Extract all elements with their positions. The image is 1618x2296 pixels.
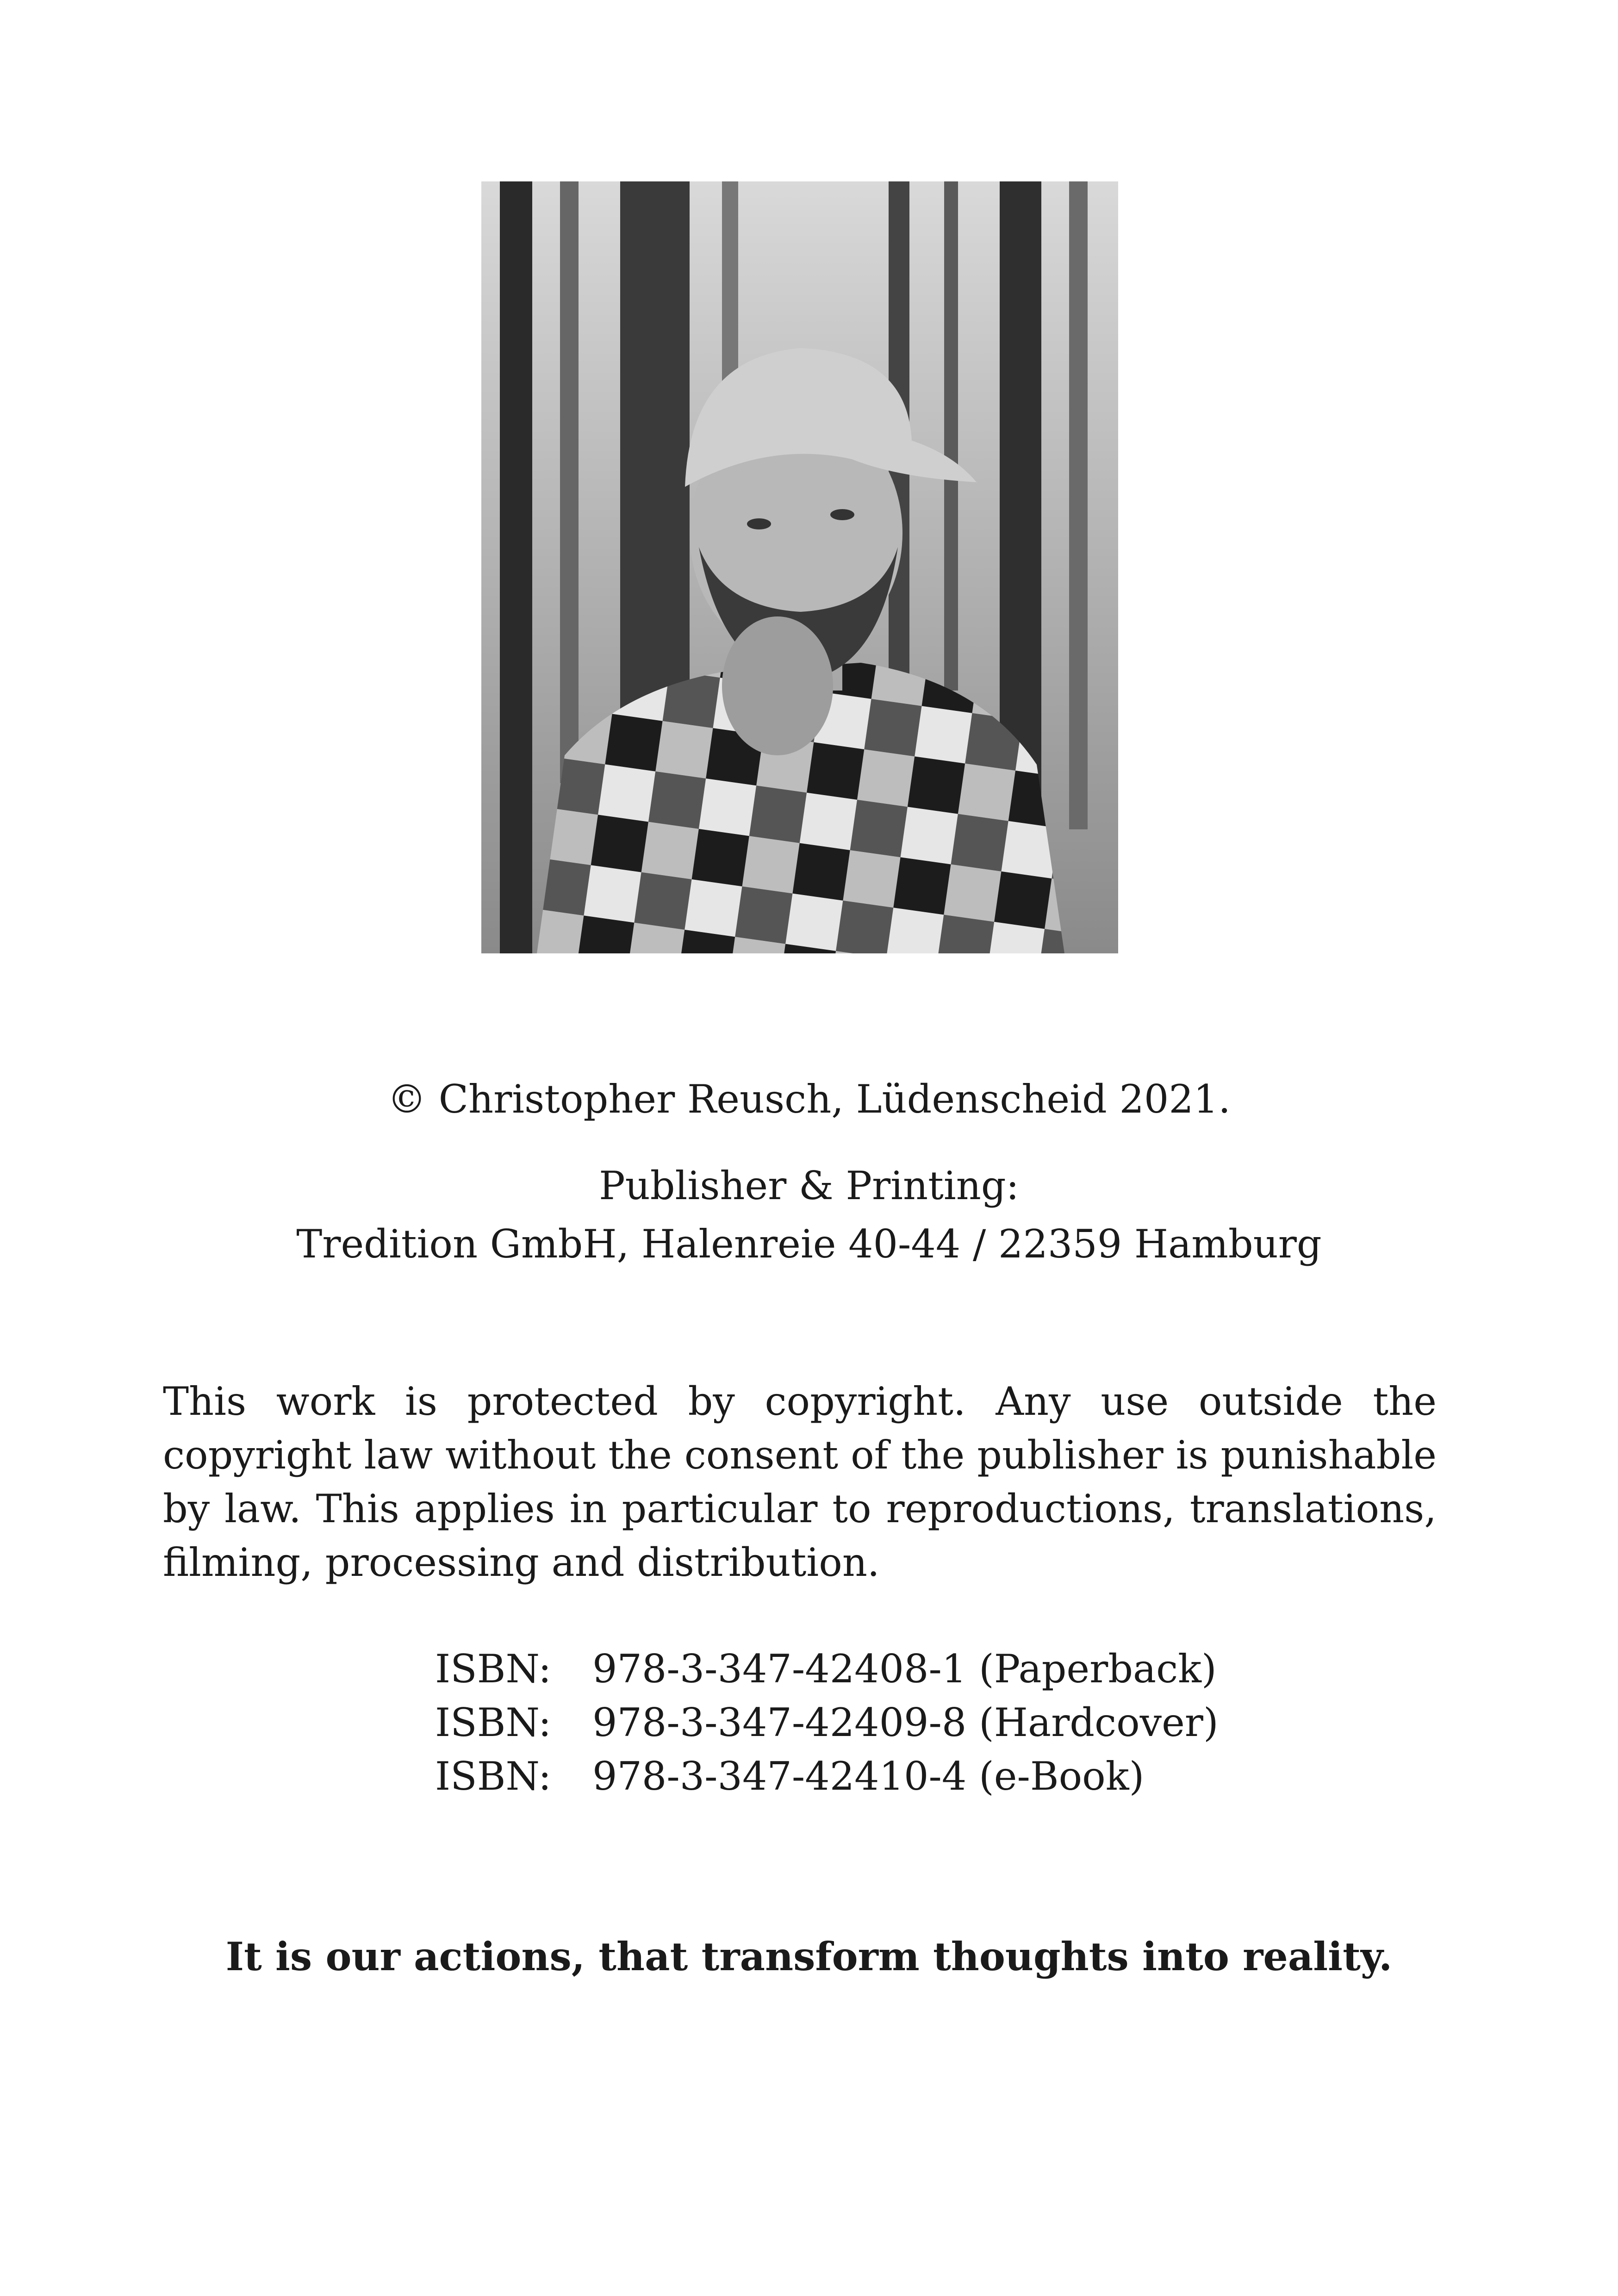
isbn-value: 978-3-347-42410-4 (e-Book) <box>592 1754 1145 1799</box>
copyright-line: © Christopher Reusch, Lüdenscheid 2021. <box>387 1076 1231 1122</box>
isbn-row <box>435 1642 1219 1696</box>
publisher-label: Publisher & Printing: <box>599 1163 1019 1208</box>
isbn-value: 978-3-347-42409-8 (Hardcover) <box>592 1700 1219 1745</box>
isbn-row <box>435 1749 1219 1803</box>
author-portrait-illustration <box>481 181 1118 953</box>
isbn-row <box>435 1696 1219 1749</box>
isbn-label: ISBN: <box>435 1646 552 1692</box>
copyright-notice: This work is protected by copyright. Any use outside the copyright law without the consent of the publisher is punishable by law. This applies in particular to reproductions, translations, filming, processing and distribution. <box>163 1379 1437 1585</box>
isbn-label: ISBN: <box>435 1700 552 1745</box>
isbn-label: ISBN: <box>435 1754 552 1799</box>
publisher-address: Tredition GmbH, Halenreie 40-44 / 22359 Hamburg <box>296 1221 1322 1267</box>
motto: It is our actions, that transform thoughts into reality. <box>225 1934 1393 1979</box>
isbn-value: 978-3-347-42408-1 (Paperback) <box>592 1646 1217 1692</box>
isbn-list <box>435 1642 1219 1803</box>
author-photo <box>481 181 1118 953</box>
